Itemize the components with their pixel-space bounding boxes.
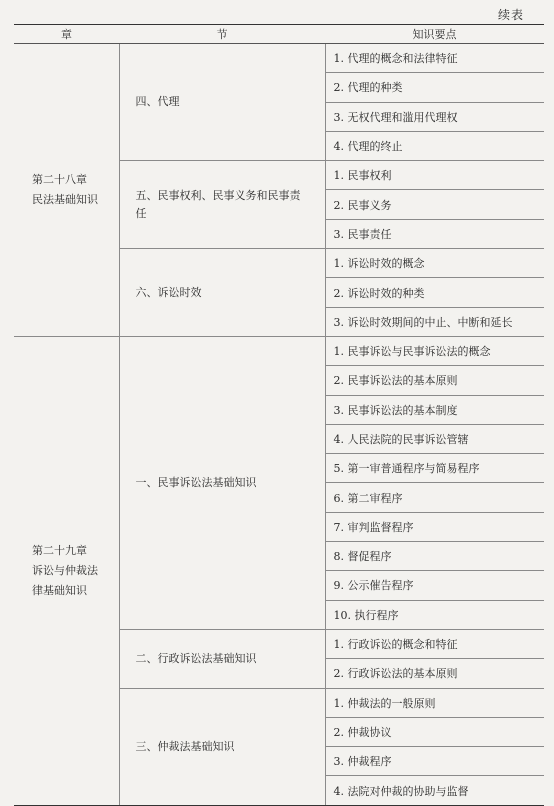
table-body — [14, 44, 544, 806]
key-point-cell: 3. 民事责任 — [325, 219, 544, 248]
section-cell: 二、行政诉讼法基础知识 — [119, 629, 325, 688]
key-point-cell: 3. 无权代理和滥用代理权 — [325, 102, 544, 131]
key-point-cell: 9. 公示催告程序 — [325, 571, 544, 600]
key-point-cell: 4. 人民法院的民事诉讼管辖 — [325, 424, 544, 453]
table-header-row — [14, 25, 544, 44]
key-point-cell: 1. 民事权利 — [325, 161, 544, 190]
key-point-cell: 2. 民事诉讼法的基本原则 — [325, 366, 544, 395]
section-cell: 三、仲裁法基础知识 — [119, 688, 325, 805]
key-point-cell: 10. 执行程序 — [325, 600, 544, 629]
knowledge-outline-table — [14, 24, 544, 806]
key-point-cell: 6. 第二审程序 — [325, 483, 544, 512]
key-point-cell: 1. 民事诉讼与民事诉讼法的概念 — [325, 336, 544, 365]
key-point-cell: 3. 民事诉讼法的基本制度 — [325, 395, 544, 424]
key-point-cell: 8. 督促程序 — [325, 542, 544, 571]
key-point-cell: 2. 仲裁协议 — [325, 717, 544, 746]
section-cell: 四、代理 — [119, 44, 325, 161]
section-cell: 六、诉讼时效 — [119, 249, 325, 337]
key-point-cell: 4. 法院对仲裁的协助与监督 — [325, 776, 544, 805]
column-header-chapter: 章 — [14, 25, 119, 44]
chapter-cell: 第二十八章 民法基础知识 — [14, 44, 119, 337]
column-header-key-points: 知识要点 — [325, 25, 544, 44]
key-point-cell: 2. 行政诉讼法的基本原则 — [325, 659, 544, 688]
key-point-cell: 4. 代理的终止 — [325, 131, 544, 160]
key-point-cell: 5. 第一审普通程序与简易程序 — [325, 454, 544, 483]
continued-label: 续表 — [497, 8, 524, 22]
key-point-cell: 2. 代理的种类 — [325, 73, 544, 102]
key-point-cell: 7. 审判监督程序 — [325, 512, 544, 541]
key-point-cell: 1. 仲裁法的一般原则 — [325, 688, 544, 717]
key-point-cell: 2. 诉讼时效的种类 — [325, 278, 544, 307]
chapter-cell: 第二十九章 诉讼与仲裁法律基础知识 — [14, 336, 119, 805]
key-point-cell: 1. 行政诉讼的概念和特征 — [325, 629, 544, 658]
section-cell: 一、民事诉讼法基础知识 — [119, 336, 325, 629]
key-point-cell: 1. 代理的概念和法律特征 — [325, 44, 544, 73]
key-point-cell: 3. 诉讼时效期间的中止、中断和延长 — [325, 307, 544, 336]
table-row — [14, 336, 544, 365]
section-cell: 五、民事权利、民事义务和民事责任 — [119, 161, 325, 249]
column-header-section: 节 — [119, 25, 325, 44]
key-point-cell: 2. 民事义务 — [325, 190, 544, 219]
table-row — [14, 44, 544, 73]
key-point-cell: 1. 诉讼时效的概念 — [325, 249, 544, 278]
key-point-cell: 3. 仲裁程序 — [325, 747, 544, 776]
